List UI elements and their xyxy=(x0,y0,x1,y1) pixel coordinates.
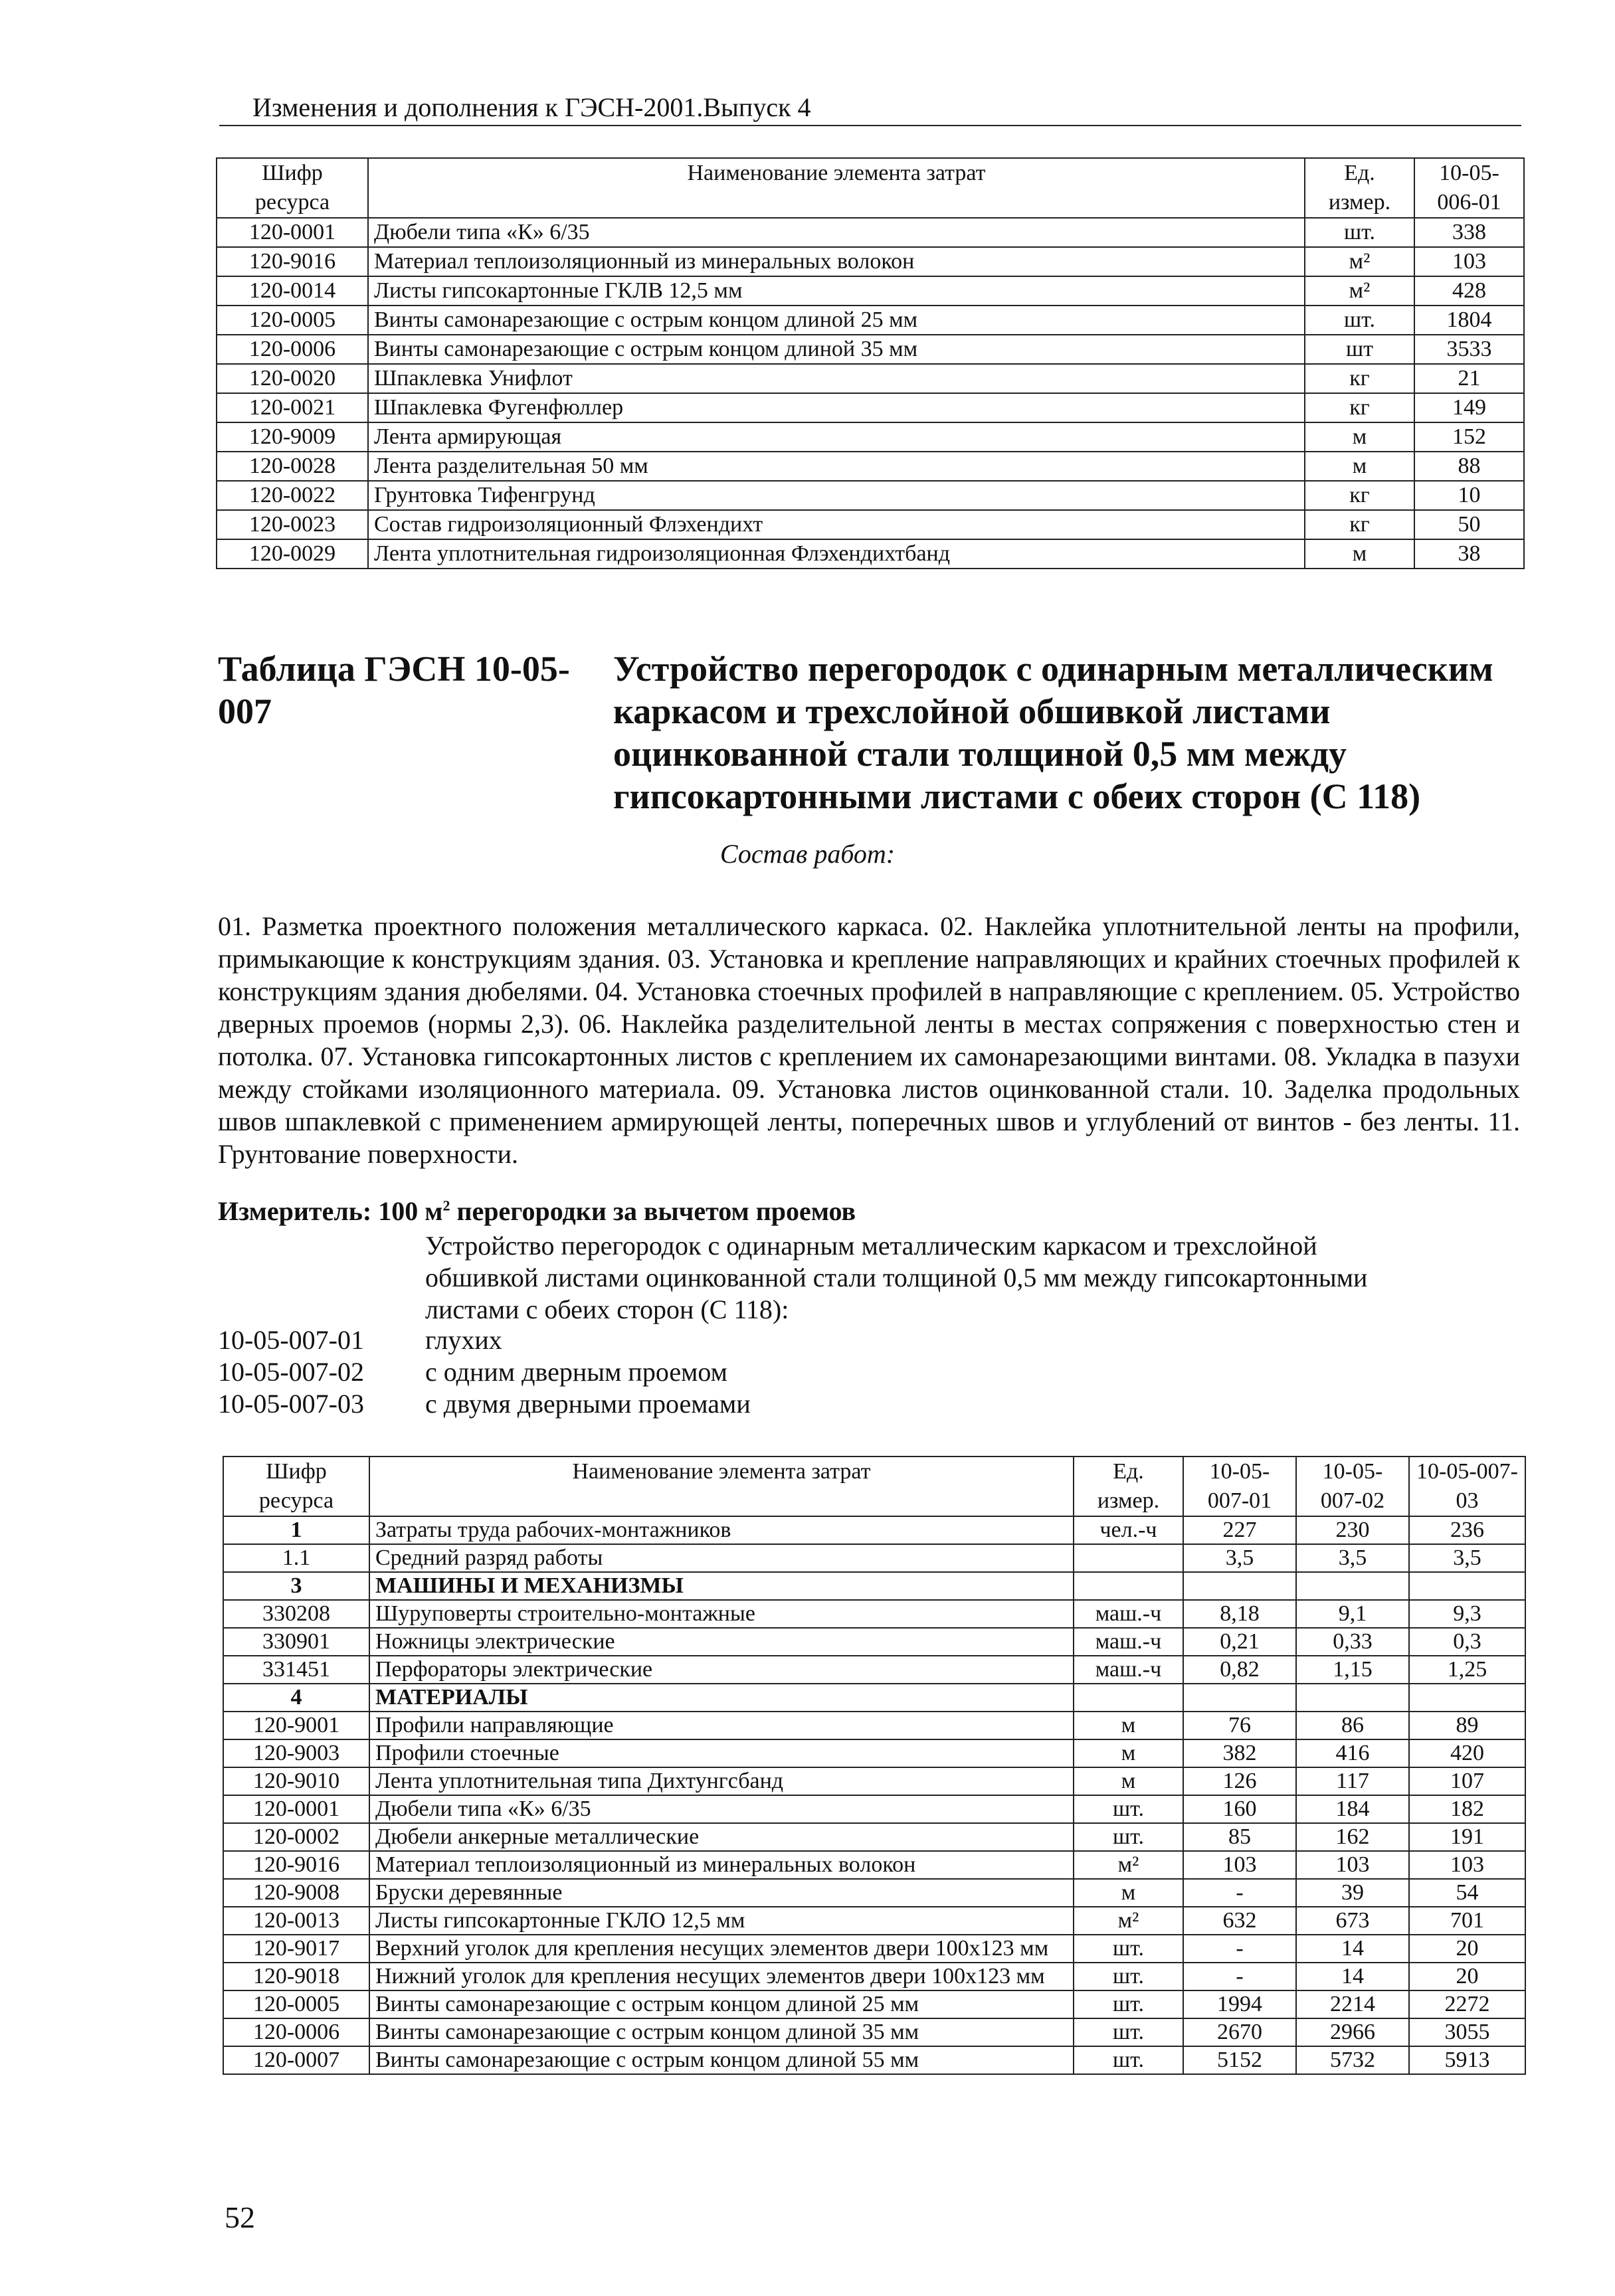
cell-unit: м² xyxy=(1305,276,1414,306)
table-row xyxy=(223,2018,1525,2046)
header-name: Наименование элемента затрат xyxy=(368,158,1305,218)
cell-code: 120-9009 xyxy=(217,422,368,452)
cell-value-02: 3,5 xyxy=(1296,1544,1409,1572)
table-row xyxy=(223,1851,1525,1879)
cell-unit: маш.-ч xyxy=(1074,1600,1183,1628)
cell-value-01: 0,21 xyxy=(1183,1628,1296,1656)
cell-name: Винты самонарезающие с острым концом длиной 35 мм xyxy=(368,335,1305,364)
cell-name: Ножницы электрические xyxy=(369,1628,1074,1656)
resources-table-10-05-007 xyxy=(223,1456,1526,2075)
cell-value-02: 14 xyxy=(1296,1963,1409,1990)
cell-value-03: 20 xyxy=(1409,1935,1525,1963)
header-code: Шифр ресурса xyxy=(217,158,368,218)
header-norm-02: 10-05-007-02 xyxy=(1296,1457,1409,1516)
cell-value-02: 2966 xyxy=(1296,2018,1409,2046)
meter-description: Устройство перегородок с одинарным металлическим каркасом и трехслойной обшивкой листами оцинкованной стали толщиной 0,5 мм между гипсокартонными листами с обеих сторон (С 118): xyxy=(425,1231,1368,1324)
header-code: Шифр ресурса xyxy=(223,1457,369,1516)
cell-code: 120-0007 xyxy=(223,2046,369,2074)
table-row xyxy=(223,1935,1525,1963)
table-row xyxy=(217,306,1524,335)
cell-unit: шт. xyxy=(1074,1935,1183,1963)
cell-value-01: 227 xyxy=(1183,1516,1296,1544)
cell-value-03 xyxy=(1409,1684,1525,1712)
cell-value-01: 382 xyxy=(1183,1739,1296,1767)
cell-value-02: 162 xyxy=(1296,1823,1409,1851)
cell-value-02: 0,33 xyxy=(1296,1628,1409,1656)
cell-name: Лента уплотнительная гидроизоляционная Флэхендихтбанд xyxy=(368,539,1305,569)
table-title-code: Таблица ГЭСН 10-05-007 xyxy=(218,649,570,731)
header-unit: Ед. измер. xyxy=(1074,1457,1183,1516)
cell-value-02: 86 xyxy=(1296,1712,1409,1739)
page-header: Изменения и дополнения к ГЭСН-2001.Выпуск 4 xyxy=(252,92,811,122)
table-row xyxy=(223,1879,1525,1907)
cell-name: Бруски деревянные xyxy=(369,1879,1074,1907)
cell-unit: кг xyxy=(1305,510,1414,539)
variant-name: с двумя дверными проемами xyxy=(425,1389,751,1419)
cell-code: 120-9003 xyxy=(223,1739,369,1767)
table-row xyxy=(223,1963,1525,1990)
cell-code: 120-9018 xyxy=(223,1963,369,1990)
cell-unit: кг xyxy=(1305,364,1414,393)
cell-code: 120-0001 xyxy=(217,218,368,247)
table-row xyxy=(223,1628,1525,1656)
cell-code: 120-0006 xyxy=(223,2018,369,2046)
cell-code: 120-9001 xyxy=(223,1712,369,1739)
cell-value-01: 1994 xyxy=(1183,1990,1296,2018)
cell-value-03: 0,3 xyxy=(1409,1628,1525,1656)
cell-code: 330208 xyxy=(223,1600,369,1628)
cell-name: Лента армирующая xyxy=(368,422,1305,452)
cell-value-02: 5732 xyxy=(1296,2046,1409,2074)
header-norm-01: 10-05-007-01 xyxy=(1183,1457,1296,1516)
cell-name: Шпаклевка Унифлот xyxy=(368,364,1305,393)
cell-value-02: 2214 xyxy=(1296,1990,1409,2018)
cell-value-03: 236 xyxy=(1409,1516,1525,1544)
cell-unit: м xyxy=(1305,539,1414,569)
cell-value-01: 632 xyxy=(1183,1907,1296,1935)
table-row xyxy=(217,393,1524,422)
cell-value-02: 9,1 xyxy=(1296,1600,1409,1628)
cell-code: 120-9016 xyxy=(217,247,368,276)
cell-value-01: - xyxy=(1183,1963,1296,1990)
table-row xyxy=(217,247,1524,276)
cell-value-02: 673 xyxy=(1296,1907,1409,1935)
cell-unit: шт. xyxy=(1074,2046,1183,2074)
cell-name: Профили стоечные xyxy=(369,1739,1074,1767)
cell-value: 152 xyxy=(1414,422,1524,452)
cell-value: 428 xyxy=(1414,276,1524,306)
cell-name: Листы гипсокартонные ГКЛО 12,5 мм xyxy=(369,1907,1074,1935)
cell-code: 331451 xyxy=(223,1656,369,1684)
cell-value-03: 107 xyxy=(1409,1767,1525,1795)
cell-value-02 xyxy=(1296,1572,1409,1600)
cell-code: 120-9010 xyxy=(223,1767,369,1795)
cell-value-02: 184 xyxy=(1296,1795,1409,1823)
table-row xyxy=(217,276,1524,306)
cell-value-01: - xyxy=(1183,1879,1296,1907)
cell-value-02: 117 xyxy=(1296,1767,1409,1795)
cell-unit: м² xyxy=(1074,1851,1183,1879)
cell-unit: шт. xyxy=(1305,306,1414,335)
cell-value: 103 xyxy=(1414,247,1524,276)
table-header-row xyxy=(223,1457,1525,1516)
cell-value: 3533 xyxy=(1414,335,1524,364)
cell-unit: шт. xyxy=(1074,1963,1183,1990)
cell-name: Профили направляющие xyxy=(369,1712,1074,1739)
meter-line xyxy=(218,1195,856,1227)
cell-code: 4 xyxy=(223,1684,369,1712)
cell-code: 120-0005 xyxy=(217,306,368,335)
cell-code: 120-0006 xyxy=(217,335,368,364)
cell-name: МАШИНЫ И МЕХАНИЗМЫ xyxy=(369,1572,1074,1600)
cell-name: Состав гидроизоляционный Флэхендихт xyxy=(368,510,1305,539)
cell-name: Затраты труда рабочих-монтажников xyxy=(369,1516,1074,1544)
cell-value: 21 xyxy=(1414,364,1524,393)
table-row xyxy=(223,1712,1525,1739)
cell-value-03: 182 xyxy=(1409,1795,1525,1823)
table-row xyxy=(223,1739,1525,1767)
cell-value-01: 76 xyxy=(1183,1712,1296,1739)
table-row xyxy=(217,481,1524,510)
header-norm: 10-05-006-01 xyxy=(1414,158,1524,218)
cell-code: 120-9008 xyxy=(223,1879,369,1907)
cell-value-01 xyxy=(1183,1684,1296,1712)
cell-name: Перфораторы электрические xyxy=(369,1656,1074,1684)
cell-name: Грунтовка Тифенгрунд xyxy=(368,481,1305,510)
table-row xyxy=(223,1656,1525,1684)
cell-code: 120-0022 xyxy=(217,481,368,510)
cell-value: 10 xyxy=(1414,481,1524,510)
cell-value-01: 8,18 xyxy=(1183,1600,1296,1628)
cell-unit: шт xyxy=(1305,335,1414,364)
cell-name: Материал теплоизоляционный из минеральных волокон xyxy=(368,247,1305,276)
header-rule xyxy=(219,125,1521,126)
cell-value-03: 3055 xyxy=(1409,2018,1525,2046)
table-row xyxy=(217,335,1524,364)
cell-unit xyxy=(1074,1544,1183,1572)
cell-value-01: 103 xyxy=(1183,1851,1296,1879)
cell-name: МАТЕРИАЛЫ xyxy=(369,1684,1074,1712)
cell-value-03: 5913 xyxy=(1409,2046,1525,2074)
header-norm-03: 10-05-007-03 xyxy=(1409,1457,1525,1516)
works-heading: Состав работ: xyxy=(719,839,896,869)
cell-unit: м xyxy=(1074,1739,1183,1767)
cell-unit: маш.-ч xyxy=(1074,1628,1183,1656)
cell-value-03: 20 xyxy=(1409,1963,1525,1990)
cell-name: Дюбели типа «К» 6/35 xyxy=(368,218,1305,247)
table-row xyxy=(223,1795,1525,1823)
section-row xyxy=(223,1572,1525,1600)
works-text: 01. Разметка проектного положения металлического каркаса. 02. Наклейка уплотнительной ленты на профили, примыкающие к конструкциям здания. 03. Установка и крепление направляющих и крайних стоечных профилей к конструкциям здания дюбелями. 04. Установка стоечных профилей в направляющие с креплением. 05. Устройство дверных проемов (нормы 2,3). 06. Наклейка разделительной ленты в местах сопряжения с поверхностью стен и потолка. 07. Установка гипсокартонных листов с креплением их самонарезающими винтами. 08. Укладка в пазухи между стойками изоляционного материала. 09. Установка листов оцинкованной стали. 10. Заделка продольных швов шпаклевкой с применением армирующей ленты, поперечных швов и углублений от винтов - без ленты. 11. Грунтование поверхности. xyxy=(218,911,1520,1169)
cell-name: Шуруповерты строительно-монтажные xyxy=(369,1600,1074,1628)
cell-name: Материал теплоизоляционный из минеральных волокон xyxy=(369,1851,1074,1879)
meter-sup: 2 xyxy=(442,1197,450,1214)
cell-unit: шт. xyxy=(1074,1795,1183,1823)
header-unit: Ед. измер. xyxy=(1305,158,1414,218)
cell-value: 50 xyxy=(1414,510,1524,539)
cell-name: Винты самонарезающие с острым концом длиной 55 мм xyxy=(369,2046,1074,2074)
cell-code: 120-0020 xyxy=(217,364,368,393)
cell-value-03: 191 xyxy=(1409,1823,1525,1851)
cell-code: 120-9016 xyxy=(223,1851,369,1879)
table-row xyxy=(217,510,1524,539)
cell-value-01: 5152 xyxy=(1183,2046,1296,2074)
resources-table-10-05-006 xyxy=(216,157,1525,569)
cell-code: 120-0013 xyxy=(223,1907,369,1935)
cell-unit: шт. xyxy=(1305,218,1414,247)
table-row xyxy=(217,539,1524,569)
cell-code: 120-0021 xyxy=(217,393,368,422)
cell-code: 120-0005 xyxy=(223,1990,369,2018)
cell-value-02: 103 xyxy=(1296,1851,1409,1879)
cell-code: 120-0001 xyxy=(223,1795,369,1823)
cell-unit: шт. xyxy=(1074,1823,1183,1851)
cell-value-01: 0,82 xyxy=(1183,1656,1296,1684)
cell-value-02: 14 xyxy=(1296,1935,1409,1963)
variant-code: 10-05-007-03 xyxy=(218,1389,364,1419)
table-row xyxy=(217,364,1524,393)
cell-name: Винты самонарезающие с острым концом длиной 35 мм xyxy=(369,2018,1074,2046)
cell-unit: м xyxy=(1305,452,1414,481)
cell-name: Средний разряд работы xyxy=(369,1544,1074,1572)
meter-tail: перегородки за вычетом проемов xyxy=(450,1196,856,1226)
cell-value-03: 1,25 xyxy=(1409,1656,1525,1684)
cell-value: 338 xyxy=(1414,218,1524,247)
cell-value-01 xyxy=(1183,1572,1296,1600)
cell-value-01: 2670 xyxy=(1183,2018,1296,2046)
cell-name: Листы гипсокартонные ГКЛВ 12,5 мм xyxy=(368,276,1305,306)
variant-row xyxy=(218,1356,727,1387)
table-row xyxy=(223,1544,1525,1572)
cell-code: 120-0002 xyxy=(223,1823,369,1851)
cell-code: 1.1 xyxy=(223,1544,369,1572)
cell-value-01: - xyxy=(1183,1935,1296,1963)
table-header-row xyxy=(217,158,1524,218)
cell-unit: кг xyxy=(1305,393,1414,422)
table-row xyxy=(223,1516,1525,1544)
cell-value-03: 3,5 xyxy=(1409,1544,1525,1572)
cell-name: Верхний уголок для крепления несущих элементов двери 100х123 мм xyxy=(369,1935,1074,1963)
header-name: Наименование элемента затрат xyxy=(369,1457,1074,1516)
cell-value-03 xyxy=(1409,1572,1525,1600)
cell-value-02: 1,15 xyxy=(1296,1656,1409,1684)
cell-value: 1804 xyxy=(1414,306,1524,335)
cell-value-03: 89 xyxy=(1409,1712,1525,1739)
cell-value: 88 xyxy=(1414,452,1524,481)
table-row xyxy=(223,1990,1525,2018)
cell-unit: м xyxy=(1305,422,1414,452)
cell-unit: шт. xyxy=(1074,1990,1183,2018)
cell-code: 120-0023 xyxy=(217,510,368,539)
cell-name: Шпаклевка Фугенфюллер xyxy=(368,393,1305,422)
cell-value-03: 2272 xyxy=(1409,1990,1525,2018)
cell-value-01: 160 xyxy=(1183,1795,1296,1823)
cell-value: 38 xyxy=(1414,539,1524,569)
cell-unit: м xyxy=(1074,1767,1183,1795)
cell-value-01: 126 xyxy=(1183,1767,1296,1795)
variant-row xyxy=(218,1324,502,1356)
table-row xyxy=(223,1823,1525,1851)
cell-unit: м² xyxy=(1305,247,1414,276)
cell-unit: м xyxy=(1074,1879,1183,1907)
cell-name: Нижний уголок для крепления несущих элементов двери 100х123 мм xyxy=(369,1963,1074,1990)
table-row xyxy=(223,1767,1525,1795)
cell-code: 330901 xyxy=(223,1628,369,1656)
variant-code: 10-05-007-02 xyxy=(218,1357,364,1387)
section-row xyxy=(223,1684,1525,1712)
cell-name: Винты самонарезающие с острым концом длиной 25 мм xyxy=(368,306,1305,335)
table-row xyxy=(223,1600,1525,1628)
cell-value-01: 85 xyxy=(1183,1823,1296,1851)
cell-unit: шт. xyxy=(1074,2018,1183,2046)
cell-unit xyxy=(1074,1572,1183,1600)
cell-code: 3 xyxy=(223,1572,369,1600)
cell-name: Лента уплотнительная типа Дихтунгсбанд xyxy=(369,1767,1074,1795)
variant-name: с одним дверным проемом xyxy=(425,1357,727,1387)
cell-unit xyxy=(1074,1684,1183,1712)
cell-value-03: 54 xyxy=(1409,1879,1525,1907)
cell-value-02: 39 xyxy=(1296,1879,1409,1907)
cell-value-03: 9,3 xyxy=(1409,1600,1525,1628)
table-title-text: Устройство перегородок с одинарным металлическим каркасом и трехслойной обшивкой листами оцинкованной стали толщиной 0,5 мм между гипсокартонными листами с обеих сторон (С 118) xyxy=(613,649,1493,816)
cell-unit: маш.-ч xyxy=(1074,1656,1183,1684)
cell-value-02: 416 xyxy=(1296,1739,1409,1767)
cell-code: 120-0028 xyxy=(217,452,368,481)
cell-value-03: 701 xyxy=(1409,1907,1525,1935)
cell-value-03: 103 xyxy=(1409,1851,1525,1879)
variant-row xyxy=(218,1388,751,1419)
cell-code: 120-0014 xyxy=(217,276,368,306)
cell-name: Дюбели анкерные металлические xyxy=(369,1823,1074,1851)
cell-value-03: 420 xyxy=(1409,1739,1525,1767)
table-row xyxy=(223,1907,1525,1935)
cell-unit: кг xyxy=(1305,481,1414,510)
cell-name: Винты самонарезающие с острым концом длиной 25 мм xyxy=(369,1990,1074,2018)
table-row xyxy=(223,2046,1525,2074)
variant-name: глухих xyxy=(425,1325,502,1355)
cell-value-01: 3,5 xyxy=(1183,1544,1296,1572)
cell-value-02: 230 xyxy=(1296,1516,1409,1544)
cell-code: 120-9017 xyxy=(223,1935,369,1963)
cell-name: Лента разделительная 50 мм xyxy=(368,452,1305,481)
cell-unit: чел.-ч xyxy=(1074,1516,1183,1544)
table-row xyxy=(217,218,1524,247)
cell-value-02 xyxy=(1296,1684,1409,1712)
meter-label: Измеритель: 100 м xyxy=(218,1196,443,1226)
cell-unit: м xyxy=(1074,1712,1183,1739)
cell-code: 1 xyxy=(223,1516,369,1544)
cell-value: 149 xyxy=(1414,393,1524,422)
table-row xyxy=(217,452,1524,481)
cell-name: Дюбели типа «К» 6/35 xyxy=(369,1795,1074,1823)
cell-code: 120-0029 xyxy=(217,539,368,569)
table-row xyxy=(217,422,1524,452)
variant-code: 10-05-007-01 xyxy=(218,1325,364,1355)
cell-unit: м² xyxy=(1074,1907,1183,1935)
table-title xyxy=(218,648,1520,818)
page-number: 52 xyxy=(225,2200,255,2234)
